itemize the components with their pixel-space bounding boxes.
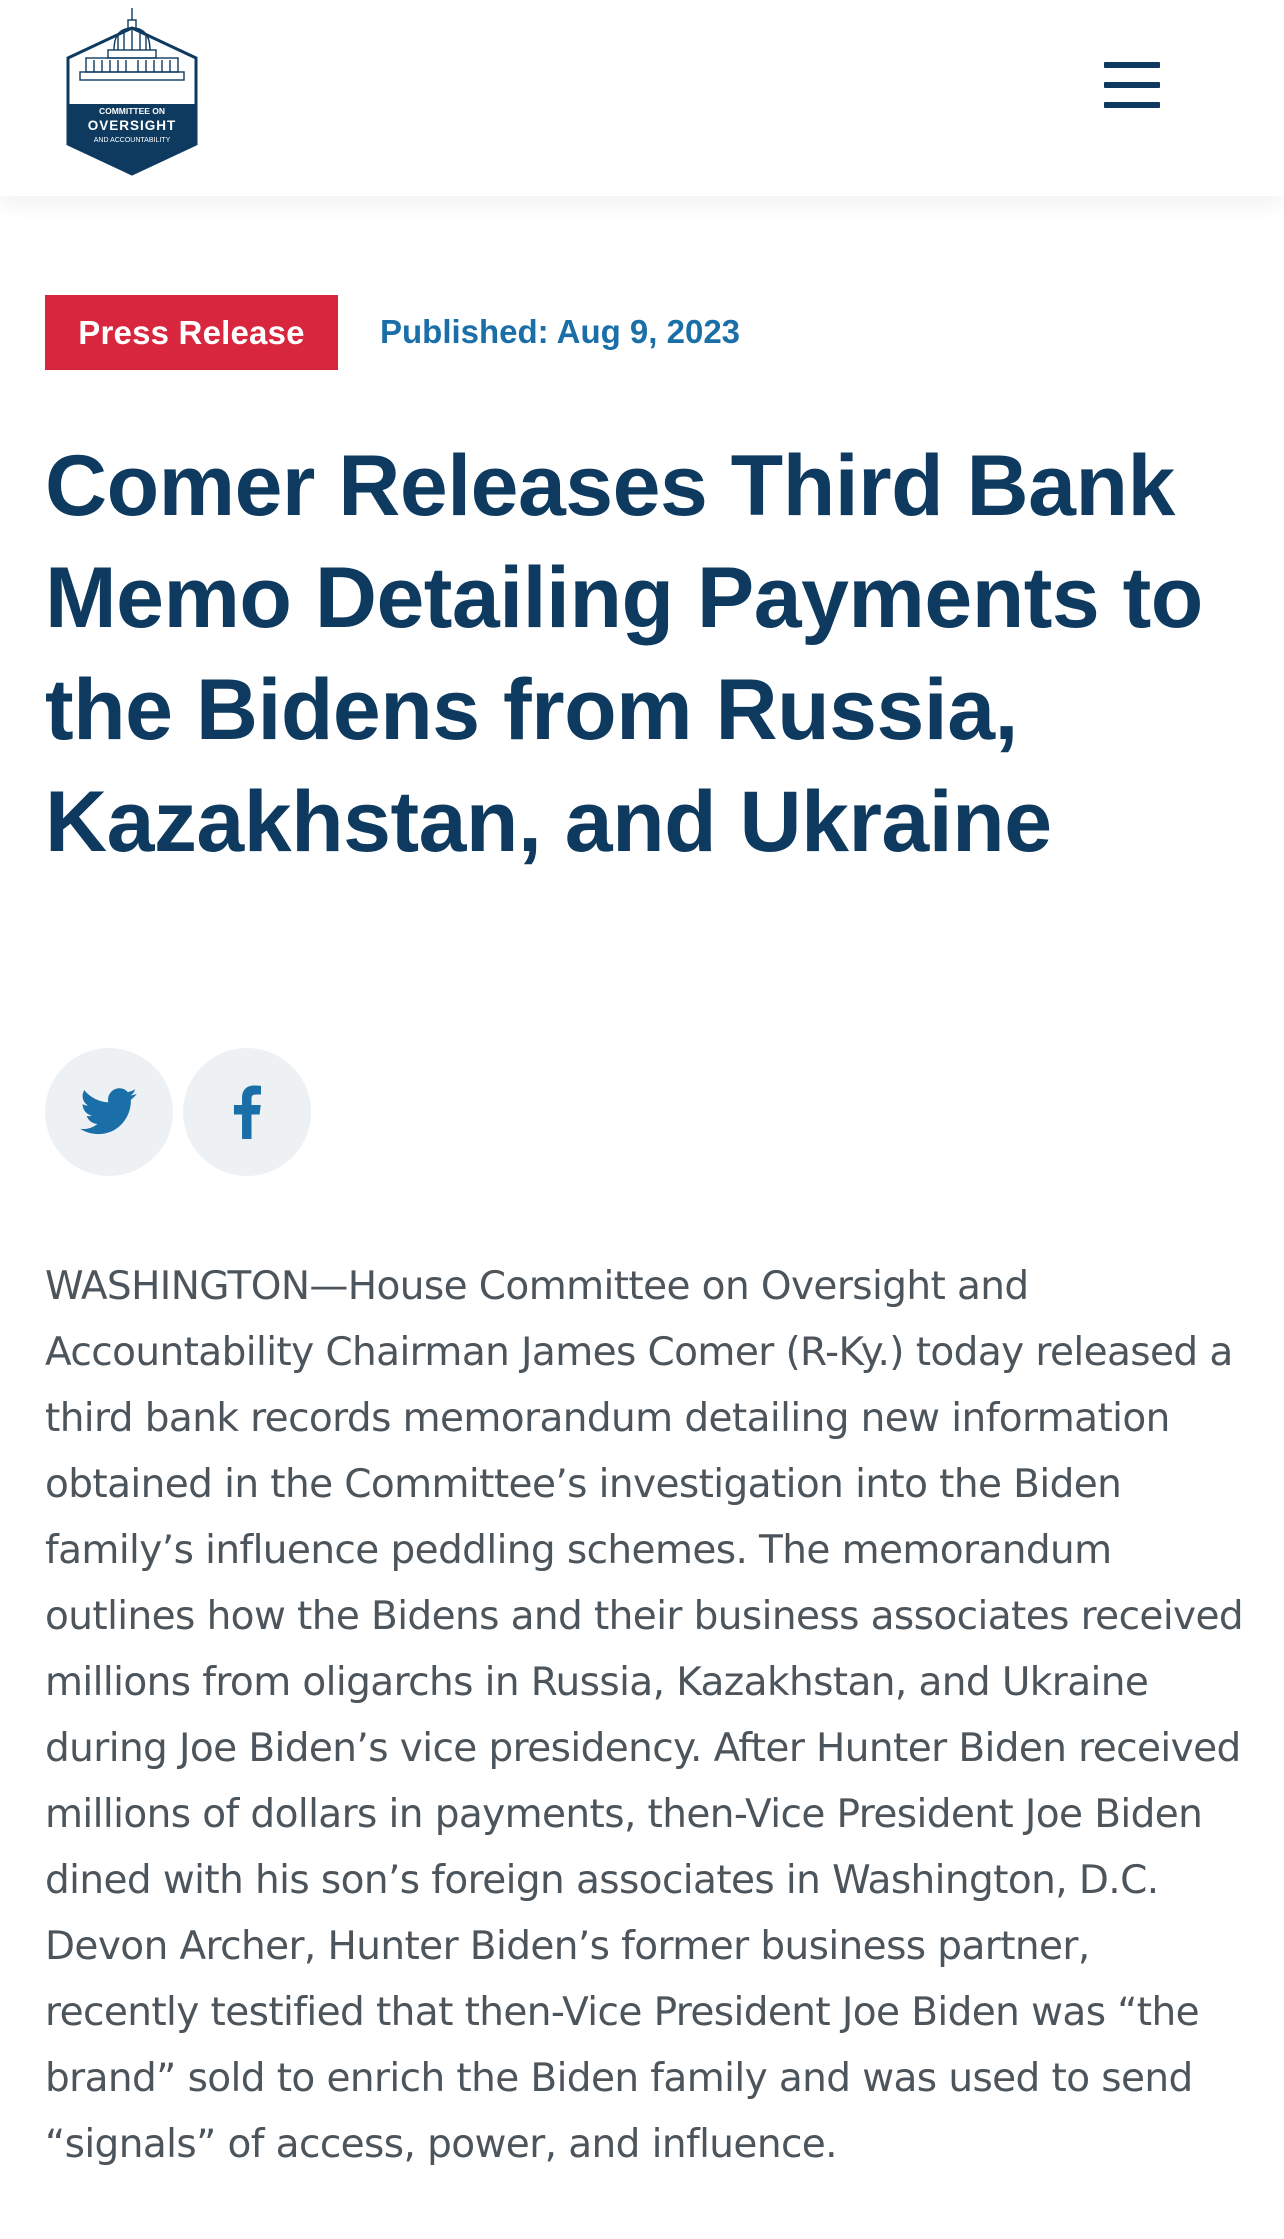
menu-bar	[1104, 62, 1160, 68]
menu-bar	[1104, 82, 1160, 88]
site-header	[0, 0, 1284, 196]
published-date: Published: Aug 9, 2023	[380, 313, 741, 350]
committee-logo[interactable]	[64, 6, 200, 176]
article-title: Comer Releases Third Bank Memo Detailing Payments to the Bidens from Russia, Kazakhstan, and Ukraine	[45, 438, 1203, 870]
twitter-share-button[interactable]	[45, 1048, 173, 1176]
hamburger-menu-icon[interactable]	[1100, 56, 1166, 116]
facebook-share-button[interactable]	[183, 1048, 311, 1176]
logo-line-3: AND ACCOUNTABILITY	[93, 137, 171, 144]
menu-bar	[1104, 102, 1160, 108]
logo-line-1: COMMITTEE ON	[98, 106, 166, 116]
facebook-icon	[233, 1085, 261, 1139]
press-release-badge[interactable]: Press Release	[45, 295, 338, 370]
logo-line-2: OVERSIGHT	[87, 118, 177, 133]
twitter-icon	[80, 1088, 138, 1136]
article-body: WASHINGTON—House Committee on Oversight and Accountability Chairman James Comer (R-Ky.) today released a third bank records memorandum detailing new information obtained in the Committee’s investigation into the Biden family’s influence peddling schemes. The memorandum outlines how the Bidens and their business associates received millions from oligarchs in Russia, Kazakhstan, and Ukraine during Joe Biden’s vice presidency. After Hunter Biden received millions of dollars in payments, then-Vice President Joe Biden dined with his son’s foreign associates in Washington, D.C. Devon Archer, Hunter Biden’s former business partner, recently testified that then-Vice President Joe Biden was “the brand” sold to enrich the Biden family and was used to send “signals” of access, power, and influence.	[45, 1264, 1244, 2167]
